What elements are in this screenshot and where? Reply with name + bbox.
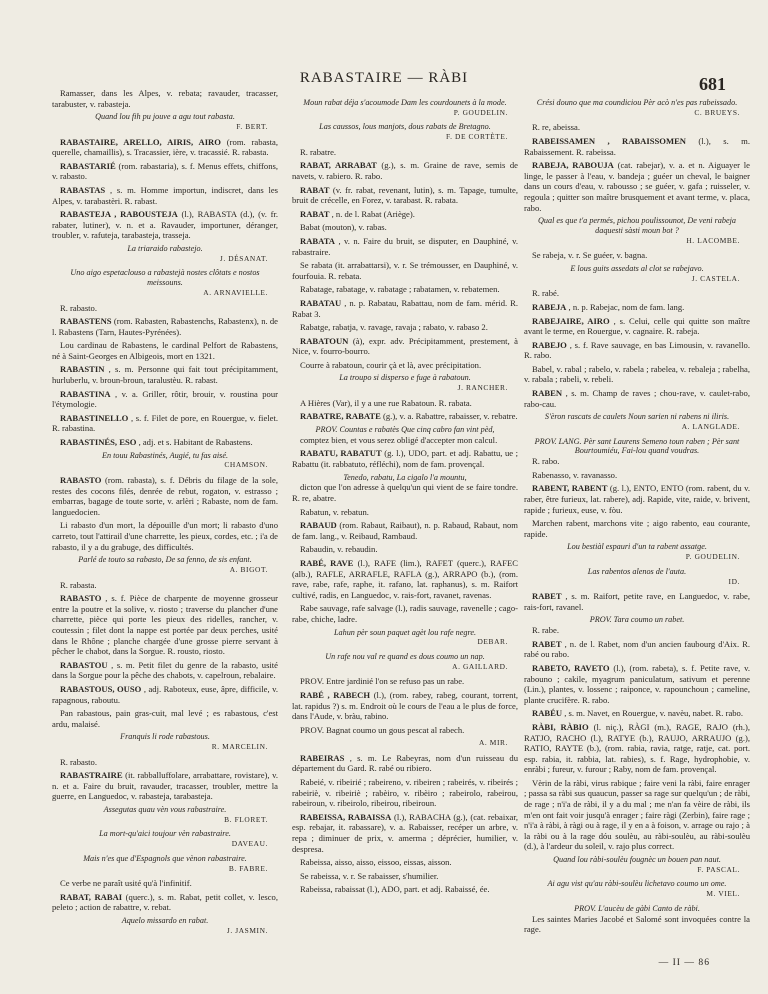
headword: RABEIRAS	[300, 752, 345, 763]
citation: La triaraido rabastejo.	[127, 243, 203, 253]
citation: PROV. LANG. Pèr sant Laurens Semeno toun raben ; Pèr sant Bourtoumiéu, Fai-lou quand voudras.	[534, 436, 740, 456]
headword: RABENT, RABENT	[532, 483, 608, 494]
entry-text: Rabeié, v. ribeirié ; rabeireno, v. ribeiren ; rabeirés, v. ribeirés ; rabeiriè, v. ribeiriè ; rabèiro, v. ribèiro ; rabeirolo, rabeirou, rabeiroun, v. ribeirolo, ribeirou, ribeiroun.	[292, 777, 518, 809]
entry-paragraph	[292, 603, 518, 624]
entry-text: Rabeissa, aisso, aisso, eissoo, eissas, aisson.	[300, 857, 452, 868]
entry-text: Courre à rabatoun, courir çà et là, avec précipitation.	[300, 359, 482, 370]
citation: Un rafe nou val re quand es dous coumo un nap.	[325, 651, 485, 661]
entry-text: (g. l.), ENTO, ENTO (rom. rabent, du v. raber, être furieux, lat. rabere), adj. Rapide, vite, raide, v. brivent, rapide ; furieux, euse, v. fòu.	[524, 483, 750, 515]
entry-paragraph	[292, 482, 518, 503]
entry-text: (g. l.), UDO, part. et adj. Rabattu, ue ; Rabattu (it. rabbatuto, réfléchi), nom de fam. provençal.	[292, 448, 518, 470]
column-middle	[292, 96, 518, 976]
dictionary-entry	[52, 660, 278, 681]
entry-text: (l.), RABASTA (d.), (v. fr. rabater, lutiner), v. n. et a. Ravauder, importuner, déranger, troubler, v. rafuteja, tarabasteja, trasseja.	[52, 209, 278, 241]
entry-text: , s. f. Pièce de charpente de moyenne grosseur entre la poutre et la solive, v. riosto ; traverse du plancher d'une charrette, pièce qui porte les pieux des ridelles, rancher, v. coutessin ; filet dont la nappe est portée par deux perches, usité dans le Rhône ; planche chargée d'une grosse pierre servant à pêcher le chabot, dans la Sorgue. R. rousto, riosto.	[52, 593, 278, 657]
dictionary-entry	[292, 448, 518, 469]
entry-paragraph	[292, 284, 518, 295]
dictionary-entry	[52, 437, 278, 448]
entry-text: Rabeissa, rabaissat (l.), ADO, part. et adj. Rabaissé, ée.	[300, 884, 490, 895]
entry-text: , s. m. Homme importun, indiscret, dans les Alpes, v. tarabastèri. R. rabast.	[52, 184, 278, 206]
entry-paragraph	[52, 520, 278, 552]
citation-author: F. PASCAL.	[697, 864, 740, 874]
dictionary-entry	[52, 161, 278, 182]
entry-text: , v. a. Griller, rôtir, brouir, v. roustina pour l'étymologie.	[52, 388, 278, 410]
citation-author: H. LACOMBE.	[686, 235, 740, 245]
headword: RABASTIN	[60, 364, 105, 375]
headword: RABATRE, RABATE	[300, 411, 381, 422]
entry-text: (rom. Rabaut, Raibaut), n. p. Rabaud, Rabaut, nom de fam. lang., v. Reibaud, Rambaud.	[292, 520, 518, 541]
headword: RABEJA	[532, 301, 567, 312]
dictionary-entry	[52, 413, 278, 434]
headword: RABEISSAMEN , RABAISSOMEN	[532, 135, 687, 146]
headword: RABEN	[532, 388, 563, 399]
page-number: 681	[699, 74, 726, 94]
citation: E lous guits assedats al clot se rabejavo.	[570, 263, 704, 273]
headword: RABASTOUS, OUSO	[60, 683, 142, 694]
citation-author: P. GOUDELIN.	[685, 552, 740, 562]
entry-paragraph	[524, 364, 750, 385]
dictionary-entry	[524, 136, 750, 157]
headword: RABASTARIÉ	[60, 160, 116, 171]
dictionary-entry	[524, 316, 750, 337]
dictionary-entry	[292, 336, 518, 357]
entry-text: Se rabeja, v. r. Se guéer, v. bagna.	[532, 250, 648, 261]
entry-text: dicton que l'on adresse à quelqu'un qui vient de se faire tondre. R. re, abatre.	[292, 482, 518, 504]
entry-paragraph	[524, 122, 750, 133]
headword: RABASTAS	[60, 184, 106, 195]
citation: La mort-qu'aici toujour vèn rabastraire.	[99, 829, 231, 839]
citation: S'èron rascats de caulets Noun sarien ni rabens ni iliris.	[544, 412, 730, 422]
entry-text: Ce verbe ne paraît usité qu'à l'infinitif.	[60, 878, 192, 889]
entry-paragraph	[292, 435, 518, 446]
entry-paragraph	[292, 871, 518, 882]
entry-text: Rabatage, rabatage, v. rabatage ; rabatamen, v. rebatemen.	[300, 284, 500, 295]
entry-text: R. rabasto.	[60, 756, 97, 767]
dictionary-entry	[524, 160, 750, 213]
entry-text: , s. f. Filet de pore, en Rouergue, v. fielet. R. rabastina.	[52, 412, 278, 434]
entry-text: (l.), (rom. rabeta), s. f. Petite rave, v. rabouno ; cakile, myagrum paniculatum, sativum et perenne (Lin.), plantes, v. lossenc ; raiponce, v. rapounchoun ; cameline, plante crucifère. R. rabo.	[524, 662, 750, 705]
headword: RABÉ , RABECH	[300, 689, 371, 700]
citation: PROV. Countas e rabatès Que cinq cabro fan vint pèd,	[315, 425, 495, 435]
entry-text: Rabe sauvage, rafe salvage (l.), radis sauvage, ravenelle ; cago-rabe, chiche, ladre.	[292, 603, 518, 624]
dictionary-entry	[524, 302, 750, 313]
entry-text: (l.), (rom. rabey, rabeg, courant, torrent, lat. rapidus ?) s. m. Endroit où le cours de l'eau a le plus de force, dans l'Aude, v. bràu, rabino.	[292, 689, 518, 722]
citation: Tenedo, rabatu, La cigalo l'a mountu,	[343, 472, 467, 482]
entry-text: Se rabeissa, v. r. Se rabaisser, s'humilier.	[300, 870, 439, 881]
entry-text: (g.), v. a. Rabattre, rabaisser, v. rebatre.	[380, 411, 518, 422]
entry-paragraph	[52, 580, 278, 591]
entry-paragraph	[52, 303, 278, 314]
dictionary-entry	[292, 753, 518, 774]
citation-author: A. ARNAVIELLE.	[203, 287, 268, 297]
dictionary-entry	[292, 558, 518, 600]
citation-author: B. FLORET.	[224, 814, 268, 824]
headword: RABASTO	[60, 593, 102, 604]
citation: Lou bestiàl espauri d'un ta rabent assatge.	[567, 542, 707, 552]
entry-text: comptez bien, et vous serez obligé d'accepter mon calcul.	[300, 434, 498, 445]
citation-author: A. BIGOT.	[229, 564, 268, 574]
headword: RABATU, RABATUT	[300, 448, 382, 459]
column-left	[52, 88, 278, 968]
headword: RABÉ, RAVE	[300, 557, 354, 568]
citation-author: M. VIEL.	[706, 889, 740, 899]
citation: Las rabentos alenos de l'auta.	[587, 566, 687, 576]
entry-paragraph	[292, 507, 518, 518]
entry-text: Pan rabastous, pain gras-cuit, mal levé ; es rabastous, c'est ardu, malaisé.	[52, 708, 278, 729]
entry-text: (rom. rabastaria), s. f. Menus effets, chiffons, v. rabasto.	[52, 160, 278, 182]
entry-text: (v. fr. rabat, revenant, lutin), s. m. Tapage, tumulte, bruit de crécelle, en Forez, v. tarabast. R. rabata.	[292, 184, 518, 206]
headword: RABEISSA, RABAISSA	[300, 811, 392, 822]
entry-text: (rom. Rabasten, Rabastenchs, Rabastenx), n. de l. Rabastens (Tarn, Hautes-Pyrénées).	[52, 316, 278, 337]
entry-paragraph	[292, 222, 518, 233]
citation-author: A. MIR.	[478, 738, 508, 748]
dictionary-entry	[292, 298, 518, 319]
entry-text: Rabatge, rabatja, v. ravage, ravaja ; rabato, v. rabaso 2.	[300, 322, 488, 333]
dictionary-entry	[524, 639, 750, 660]
entry-text: (cat. rabejar), v. a. et n. Aiguayer le linge, le passer à l'eau, v. bandeja ; guéer un cheval, le baigner dans un cours d'eau, v. rabousso ; se guéer, v. gafa ; ruisseler, v. regoula ; quitter son maître brusquement et avant terme, v. placa, rabo.	[524, 160, 750, 213]
dictionary-entry	[292, 236, 518, 257]
headword: RABEJO	[532, 339, 567, 350]
dictionary-entry	[524, 388, 750, 409]
entry-paragraph	[524, 288, 750, 299]
entry-paragraph	[292, 544, 518, 555]
citation-author: DEBAR.	[477, 637, 508, 647]
dictionary-entry	[52, 593, 278, 657]
entry-text: , n. de l. Rabet, nom d'un ancien faubourg d'Aix. R. rabé ou rabo.	[524, 638, 750, 660]
entry-text: , n. p. Rabatau, Rabattau, nom de fam. mérid. R. Rabat 3.	[292, 297, 518, 319]
citation: Lahun pèr soun paquet agèt lou rafe negre.	[333, 627, 477, 637]
citation: En touu Rabastinés, Augié, tu fas aisé.	[101, 450, 229, 460]
entry-text: Rabatun, v. rebatun.	[300, 506, 369, 517]
headword: RABASTO	[60, 475, 102, 486]
citation: Mais n'es que d'Espagnols que vènon rabastraire.	[83, 853, 247, 863]
dictionary-entry	[52, 892, 278, 913]
entry-text: (querc.), s. m. Rabat, petit collet, v. lesco, peleto ; action de rabattre, v. rebat.	[52, 891, 278, 913]
headword: RABASTINELLO	[60, 412, 129, 423]
entry-text: R. re, abeissa.	[532, 122, 580, 133]
entry-paragraph	[292, 322, 518, 333]
headword: RABET	[532, 638, 562, 649]
entry-text: Li rabasto d'un mort, la dépouille d'un mort; li rabasto d'uno carreto, tout l'attirail d'une charrette, les pieux, cordes, etc. ; i'a de rabasto, il y a du grabuge, des difficultés.	[52, 520, 278, 552]
headword: RABEJA, RABOUJA	[532, 160, 614, 171]
headword: RABASTINA	[60, 388, 111, 399]
headword: RÀBI, RÀBIO	[532, 721, 589, 732]
dictionary-entry	[52, 684, 278, 705]
entry-paragraph	[52, 88, 278, 109]
citation: Assegutas quau vèn vous rabastraire.	[103, 805, 227, 815]
entry-text: (à), expr. adv. Précipitamment, prestement, à Nice, v. fourro-bourro.	[292, 335, 518, 357]
citation: Uno aigo espetaclouso a rabastejà nostes clôtats e nostos meissouns.	[70, 268, 260, 288]
dictionary-entry	[52, 770, 278, 802]
dictionary-entry	[524, 483, 750, 515]
entry-paragraph	[52, 708, 278, 729]
entry-paragraph	[524, 518, 750, 539]
entry-text: , n. p. Rabejac, nom de fam. lang.	[566, 301, 685, 312]
entry-text: Babat (mouton), v. rabas.	[300, 222, 387, 233]
entry-paragraph	[292, 398, 518, 409]
headword: RABASTRAIRE	[60, 770, 123, 781]
entry-text: , v. n. Faire du bruit, se disputer, en Dauphiné, v. rabastraire.	[292, 235, 518, 257]
running-title: RABASTAIRE — RÀBI	[299, 70, 469, 86]
headword: RABET	[532, 591, 562, 602]
citation: Aquelo missardo en rabat.	[121, 916, 209, 925]
citation: Las caussos, lous manjots, dous rabats de Bretagno.	[319, 122, 491, 132]
entry-text: (rom. rabasta), s. f. Débris du filage de la sole, restes des cocons filés, denrée de rebut, rogaton, v. estrasso ; embarras, bagage de toute sorte, v. arlèri ; Rabaste, nom de fam. languedocien.	[52, 475, 278, 517]
entry-text: , s. m. Champ de raves ; chou-rave, v. caulet-rabo, rabo-cau.	[524, 388, 750, 409]
entry-text: Rabaudin, v. rebaudin.	[300, 544, 378, 555]
entry-paragraph	[524, 250, 750, 261]
entry-text: PROV. Bagnat coumo un gous pescat al rabech.	[300, 724, 465, 735]
entry-text: , adj. et s. Habitant de Rabastens.	[136, 437, 253, 448]
entry-paragraph	[292, 260, 518, 281]
signature-mark: — II — 86	[658, 957, 710, 968]
citation: Ai agu vist qu'au ràbi-soulèu lichetavo coumo un ome.	[547, 879, 727, 889]
headword: RABAT, RABAI	[60, 891, 123, 902]
citation-author: J. CASTELA.	[691, 273, 740, 283]
citation-author: C. BRUEYS.	[694, 107, 740, 117]
entry-text: (l. niç.), RÀGI (m.), RAGE, RAJO (rh.), RATJO, RACHO (l.), RATYE (b.), RAUJO, ARRAUJO (g.), RATIO, RAYTE (b.), (rom. rabia, ravia, ratge, ratje, cat. port. esp. rabia, it. rabbia, lat. rabies), s. f. Rage, hydrophobie, v. enràbi ; fureur, v. furour ; Raby, nom de fam. provençal.	[524, 721, 750, 775]
headword: RABATOUN	[300, 335, 349, 346]
entry-paragraph	[292, 360, 518, 371]
entry-paragraph	[292, 857, 518, 868]
entry-paragraph	[524, 456, 750, 467]
dictionary-entry	[52, 364, 278, 385]
citation: Franquis li rode rabastous.	[120, 732, 210, 742]
entry-text: , s. m. Petit filet du genre de la rabasto, usité dans la Sorgue pour la pêche des chabots, v. capelroun, rebalaire.	[52, 659, 278, 681]
citation: Quand lou ràbi-soulèu fougnèc un bouen pan naut.	[553, 855, 721, 865]
dictionary-entry	[292, 185, 518, 206]
entry-paragraph	[292, 725, 518, 736]
entry-text: Se rabata (it. arrabattarsi), v. r. Se trémousser, en Dauphiné, v. fourfouia. R. rebata.	[292, 260, 518, 281]
headword: RABASTEJA , RABOUSTEJA	[60, 209, 178, 220]
citation-author: R. MARCELIN.	[211, 742, 268, 752]
entry-text: Babel, v. rabal ; rabelo, v. rabela ; rabelea, v. rebaleja ; rabelha, v. rabala ; rabeli, v. rebeli.	[524, 363, 750, 385]
headword: RABAUD	[300, 520, 337, 531]
entry-text: R. rabé.	[532, 288, 559, 299]
dictionary-entry	[52, 209, 278, 241]
entry-text: R. rabo.	[532, 456, 560, 467]
entry-text: , s. m. Navet, en Rouergue, v. navèu, nabet. R. rabo.	[562, 708, 743, 719]
entry-text: R. rabe.	[532, 625, 559, 636]
entry-text: R. rabatre.	[300, 146, 337, 157]
entry-text: (rom. rabasta, querelle, chamaillis), s. Tracassier, ière, v. tracassié. R. rabasta.	[52, 136, 278, 158]
citation-author: J. JASMIN.	[226, 925, 268, 935]
entry-text: (it. rabballuffolare, arrabattare, rovistare), v. n. et a. Faire du bruit, ravauder, tracasser, troubler, mettre la guerre, en Languedoc, v. rabasteja, tarabasteja.	[52, 770, 278, 802]
entry-text: (l.), RAFE (lim.), RAFET (querc.), RAFEC (alb.), RAFLE, ARRAFLE, RAFLA (g.), ARRAPO (b.), (rom. rave, rabe, rafe, raphe, it. rafano, lat. raphanus), s. m. Raifort cultivé, radis, en Languedoc, v. rais-fort, ravanet, ravenas.	[292, 557, 518, 600]
headword: RABAT	[300, 208, 330, 219]
citation: PROV. L'aucèu de gàbi Canto de ràbi.	[574, 903, 700, 913]
headword: RABASTOU	[60, 659, 108, 670]
entry-paragraph	[52, 757, 278, 768]
dictionary-entry	[292, 520, 518, 541]
citation: La troupo si disperso e fuge à rabatoun.	[339, 373, 471, 383]
entry-paragraph	[524, 470, 750, 481]
entry-text: , n. de l. Rabat (Ariège).	[329, 208, 415, 219]
headword: RABATA	[300, 235, 336, 246]
dictionary-entry	[292, 411, 518, 422]
citation-author: F. BERT.	[236, 121, 268, 131]
citation-author: J. DÉSANAT.	[219, 253, 268, 263]
entry-text: Lou cardinau de Rabastens, le cardinal Pelfort de Rabastens, né à Saint-Georges en Albigeois, mort en 1321.	[52, 340, 278, 361]
entry-paragraph	[292, 884, 518, 895]
entry-paragraph	[292, 777, 518, 809]
entry-text: (l.), s. m. Rabaissement. R. rabeissa.	[524, 135, 750, 157]
entry-text: R. rabasto.	[60, 302, 97, 313]
citation-author: A. LANGLADE.	[681, 422, 740, 432]
dictionary-entry	[52, 316, 278, 337]
dictionary-entry	[52, 185, 278, 206]
entry-text: Vèrin de la ràbi, virus rabique ; faire veni la ràbi, faire enrager ; passa sa ràbi sus quaucun, passer sa rage sur quelqu'un ; de ràbi, de rage ; n'i'a de ràbi, il y a du mal ; me n'an fa vèire de ràbi, ils m'en ont fait voir jusqu'à enrager ; faire ràgi (Zerbin), faire rage ; n'i'a à ràbi, à ràgi ou à rage, il y en a à foison, v. arrage ou rajo ; à la ràbi ou à la rage dóu soulèu, au ràbi-soulèu, au ràbi-soulèu (d.), à l'ardeur du soleil, v. rajo plus correct.	[524, 777, 750, 852]
citation-author: B. FABRE.	[228, 863, 268, 873]
entry-text: , s. Celui, celle qui quitte son maître avant le terme, en Rouergue, v. cagnaire. R. rabeja.	[524, 315, 750, 337]
entry-paragraph	[292, 676, 518, 687]
headword: RABETO, RAVETO	[532, 662, 610, 673]
headword: RABAT	[300, 184, 330, 195]
entry-text: PROV. Entre jardinié l'on se refuso pas un rabe.	[300, 676, 465, 687]
page-footer	[524, 957, 750, 968]
dictionary-entry	[524, 663, 750, 705]
entry-text: , adj. Raboteux, euse, âpre, difficile, v. rapagnous, raboutu.	[52, 683, 278, 705]
citation-author: J. RANCHER.	[457, 383, 508, 393]
citation: Moun rabat déja s'acoumode Dam les courdounets à la mode.	[303, 98, 507, 107]
dictionary-entry	[52, 475, 278, 517]
headword: RABATAU	[300, 297, 342, 308]
citation-author: DAVEAU.	[231, 839, 268, 849]
dictionary-entry	[524, 708, 750, 719]
entry-text: (l.), RABACHA (g.), (cat. rebaixar, esp. rebajar, it. rabassare), v. a. Rabaisser, recéper un arbre, v. repa ; diminuer de prix, v. amerma ; déprécier, humilier, v. despresa.	[292, 811, 518, 854]
entry-paragraph	[52, 878, 278, 889]
headword: RABAT, ARRABAT	[300, 160, 377, 171]
dictionary-entry	[52, 389, 278, 410]
entry-text: Les saintes Maries Jacobé et Salomé sont invoquées contre la rage.	[524, 913, 750, 935]
entry-text: R. rabasta.	[60, 579, 97, 590]
citation-author: F. DE CORTÈTE.	[446, 132, 508, 142]
headword: RABASTAIRE, ARELLO, AIRIS, AIRO	[60, 136, 221, 147]
entry-text: (g.), s. m. Graine de rave, semis de navets, v. rabiero. R. rabo.	[292, 160, 518, 181]
entry-text: , s. f. Rave sauvage, en bas Limousin, v. ravanello. R. rabo.	[524, 339, 750, 361]
dictionary-entry	[292, 812, 518, 854]
entry-text: Ramasser, dans les Alpes, v. rebata; ravauder, tracasser, tarabuster, v. rabasteja.	[52, 88, 278, 109]
dictionary-entry	[524, 722, 750, 775]
headword: RABEJAIRE, AIRO	[532, 315, 610, 326]
entry-text: , s. m. Personne qui fait tout précipitamment, hurluberlu, v. broun-broun, taralustèu. R. rabast.	[52, 364, 278, 386]
entry-paragraph	[524, 778, 750, 852]
citation: Quand lou fih pu jouve a agu tout rabasta.	[95, 112, 235, 122]
dictionary-entry	[292, 690, 518, 722]
citation: PROV. Tara coumo un rabet.	[589, 615, 685, 625]
citation-author: CHAMSON.	[224, 460, 268, 470]
dictionary-entry	[52, 137, 278, 158]
dictionary-entry	[292, 209, 518, 220]
dictionary-entry	[292, 160, 518, 181]
entry-text: Marchen rabent, marchons vite ; aigo rabento, eau courante, rapide.	[524, 518, 750, 539]
entry-paragraph	[292, 147, 518, 158]
entry-paragraph	[52, 340, 278, 361]
entry-text: A Hières (Var), il y a une rue Rabatoun. R. rabata.	[300, 397, 472, 408]
citation-author: ID.	[728, 576, 740, 586]
entry-text: , s. m. Le Rabeyras, nom d'un ruisseau du département du Gard. R. rabé ou ribiero.	[292, 752, 518, 774]
citation: Parlé de touto sa rabasto, De sa fenno, de sis enfant.	[78, 555, 252, 565]
citation: Crési douno que ma coundiciou Pèr acò n'es pas rabeissado.	[536, 98, 738, 107]
dictionary-entry	[524, 591, 750, 612]
entry-text: , s. m. Raifort, petite rave, en Languedoc, v. rabe, rais-fort, ravanel.	[524, 591, 750, 612]
entry-paragraph	[524, 625, 750, 636]
dictionary-entry	[524, 340, 750, 361]
headword: RABASTENS	[60, 316, 112, 327]
entry-text: Rabenasso, v. ravanasso.	[532, 469, 618, 480]
column-right	[524, 96, 750, 976]
entry-paragraph	[524, 914, 750, 935]
headword: RABÉU	[532, 708, 563, 719]
citation-author: A. GAILLARD.	[452, 661, 508, 671]
citation: Qual es que t'a permés, pichou poulissounot, De veni rabeja daquesti sàsti moun bot ?	[538, 216, 736, 235]
citation-author: P. GOUDELIN.	[453, 107, 508, 117]
headword: RABASTINÉS, ESO	[60, 437, 137, 448]
